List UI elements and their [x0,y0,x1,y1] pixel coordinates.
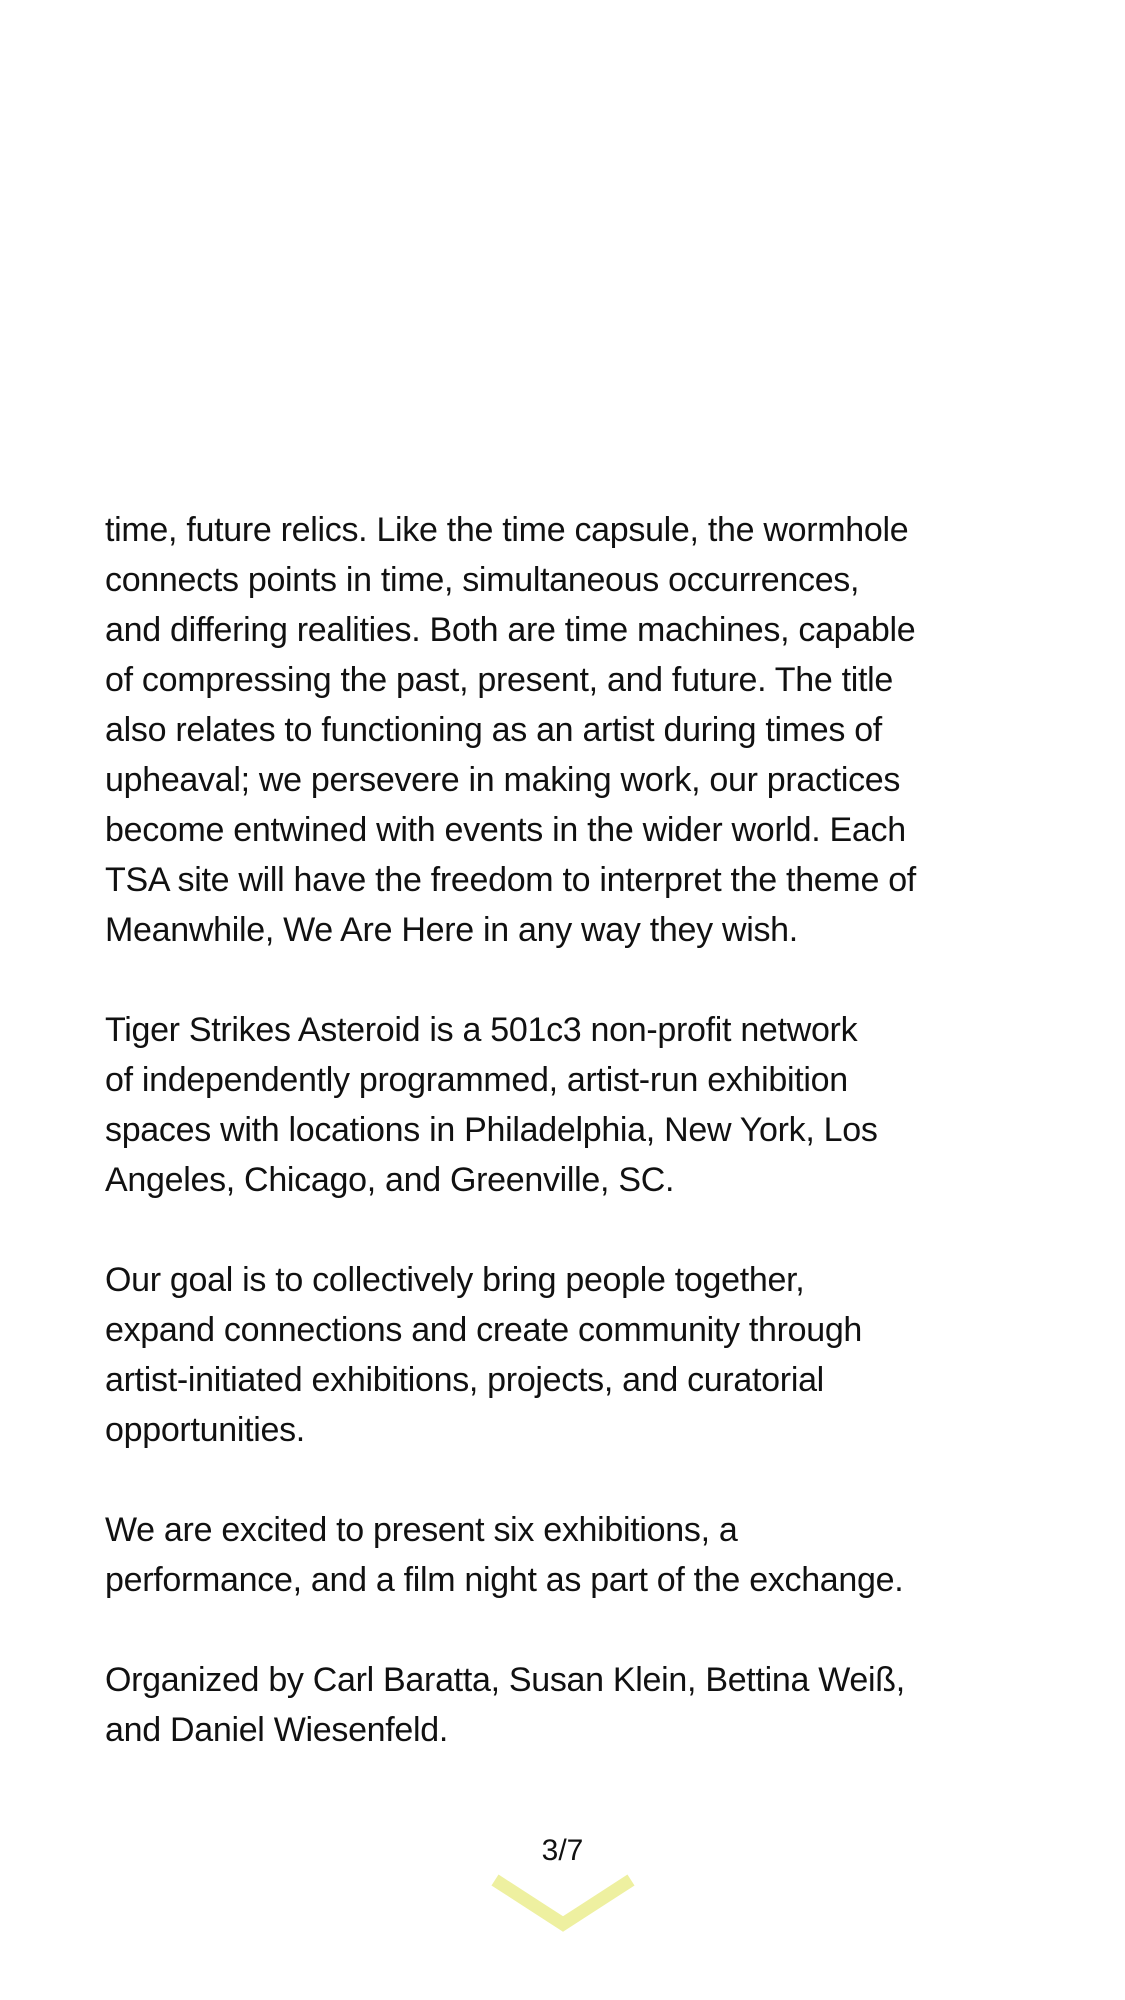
text-line: spaces with locations in Philadelphia, New York, Los [105,1111,878,1149]
text-line: of independently programmed, artist-run exhibition [105,1061,848,1099]
paragraph [105,1655,1045,1755]
paragraph [105,1505,1045,1605]
text-line: Tiger Strikes Asteroid is a 501c3 non-profit network [105,1011,858,1049]
text-line: expand connections and create community through [105,1311,863,1349]
paragraph [105,1255,1045,1455]
text-line: connects points in time, simultaneous occurrences, [105,561,860,599]
text-line: TSA site will have the freedom to interpret the theme of [105,861,916,899]
text-line: Our goal is to collectively bring people together, [105,1261,805,1299]
text-line: performance, and a film night as part of the exchange. [105,1561,904,1599]
text-line: and Daniel Wiesenfeld. [105,1711,449,1749]
text-line: We are excited to present six exhibitions, a [105,1511,738,1549]
text-line: opportunities. [105,1411,305,1449]
text-line: and differing realities. Both are time machines, capable [105,611,916,649]
text-line: time, future relics. Like the time capsule, the wormhole [105,511,909,549]
page-indicator: 3/7 [541,1834,584,1867]
text-line: of compressing the past, present, and future. The title [105,661,893,699]
text-line: become entwined with events in the wider world. Each [105,811,906,849]
text-line: artist-initiated exhibitions, projects, and curatorial [105,1361,824,1399]
text-line: Angeles, Chicago, and Greenville, SC. [105,1161,675,1199]
body-text [105,505,1045,1805]
chevron-down-icon[interactable] [490,1872,636,1938]
text-line: upheaval; we persevere in making work, our practices [105,761,901,799]
text-line: Meanwhile, We Are Here in any way they wish. [105,911,798,949]
text-line: also relates to functioning as an artist during times of [105,711,882,749]
paragraph [105,1005,1045,1205]
text-line: Organized by Carl Baratta, Susan Klein, Bettina Weiß, [105,1661,905,1699]
paragraph [105,505,1045,955]
